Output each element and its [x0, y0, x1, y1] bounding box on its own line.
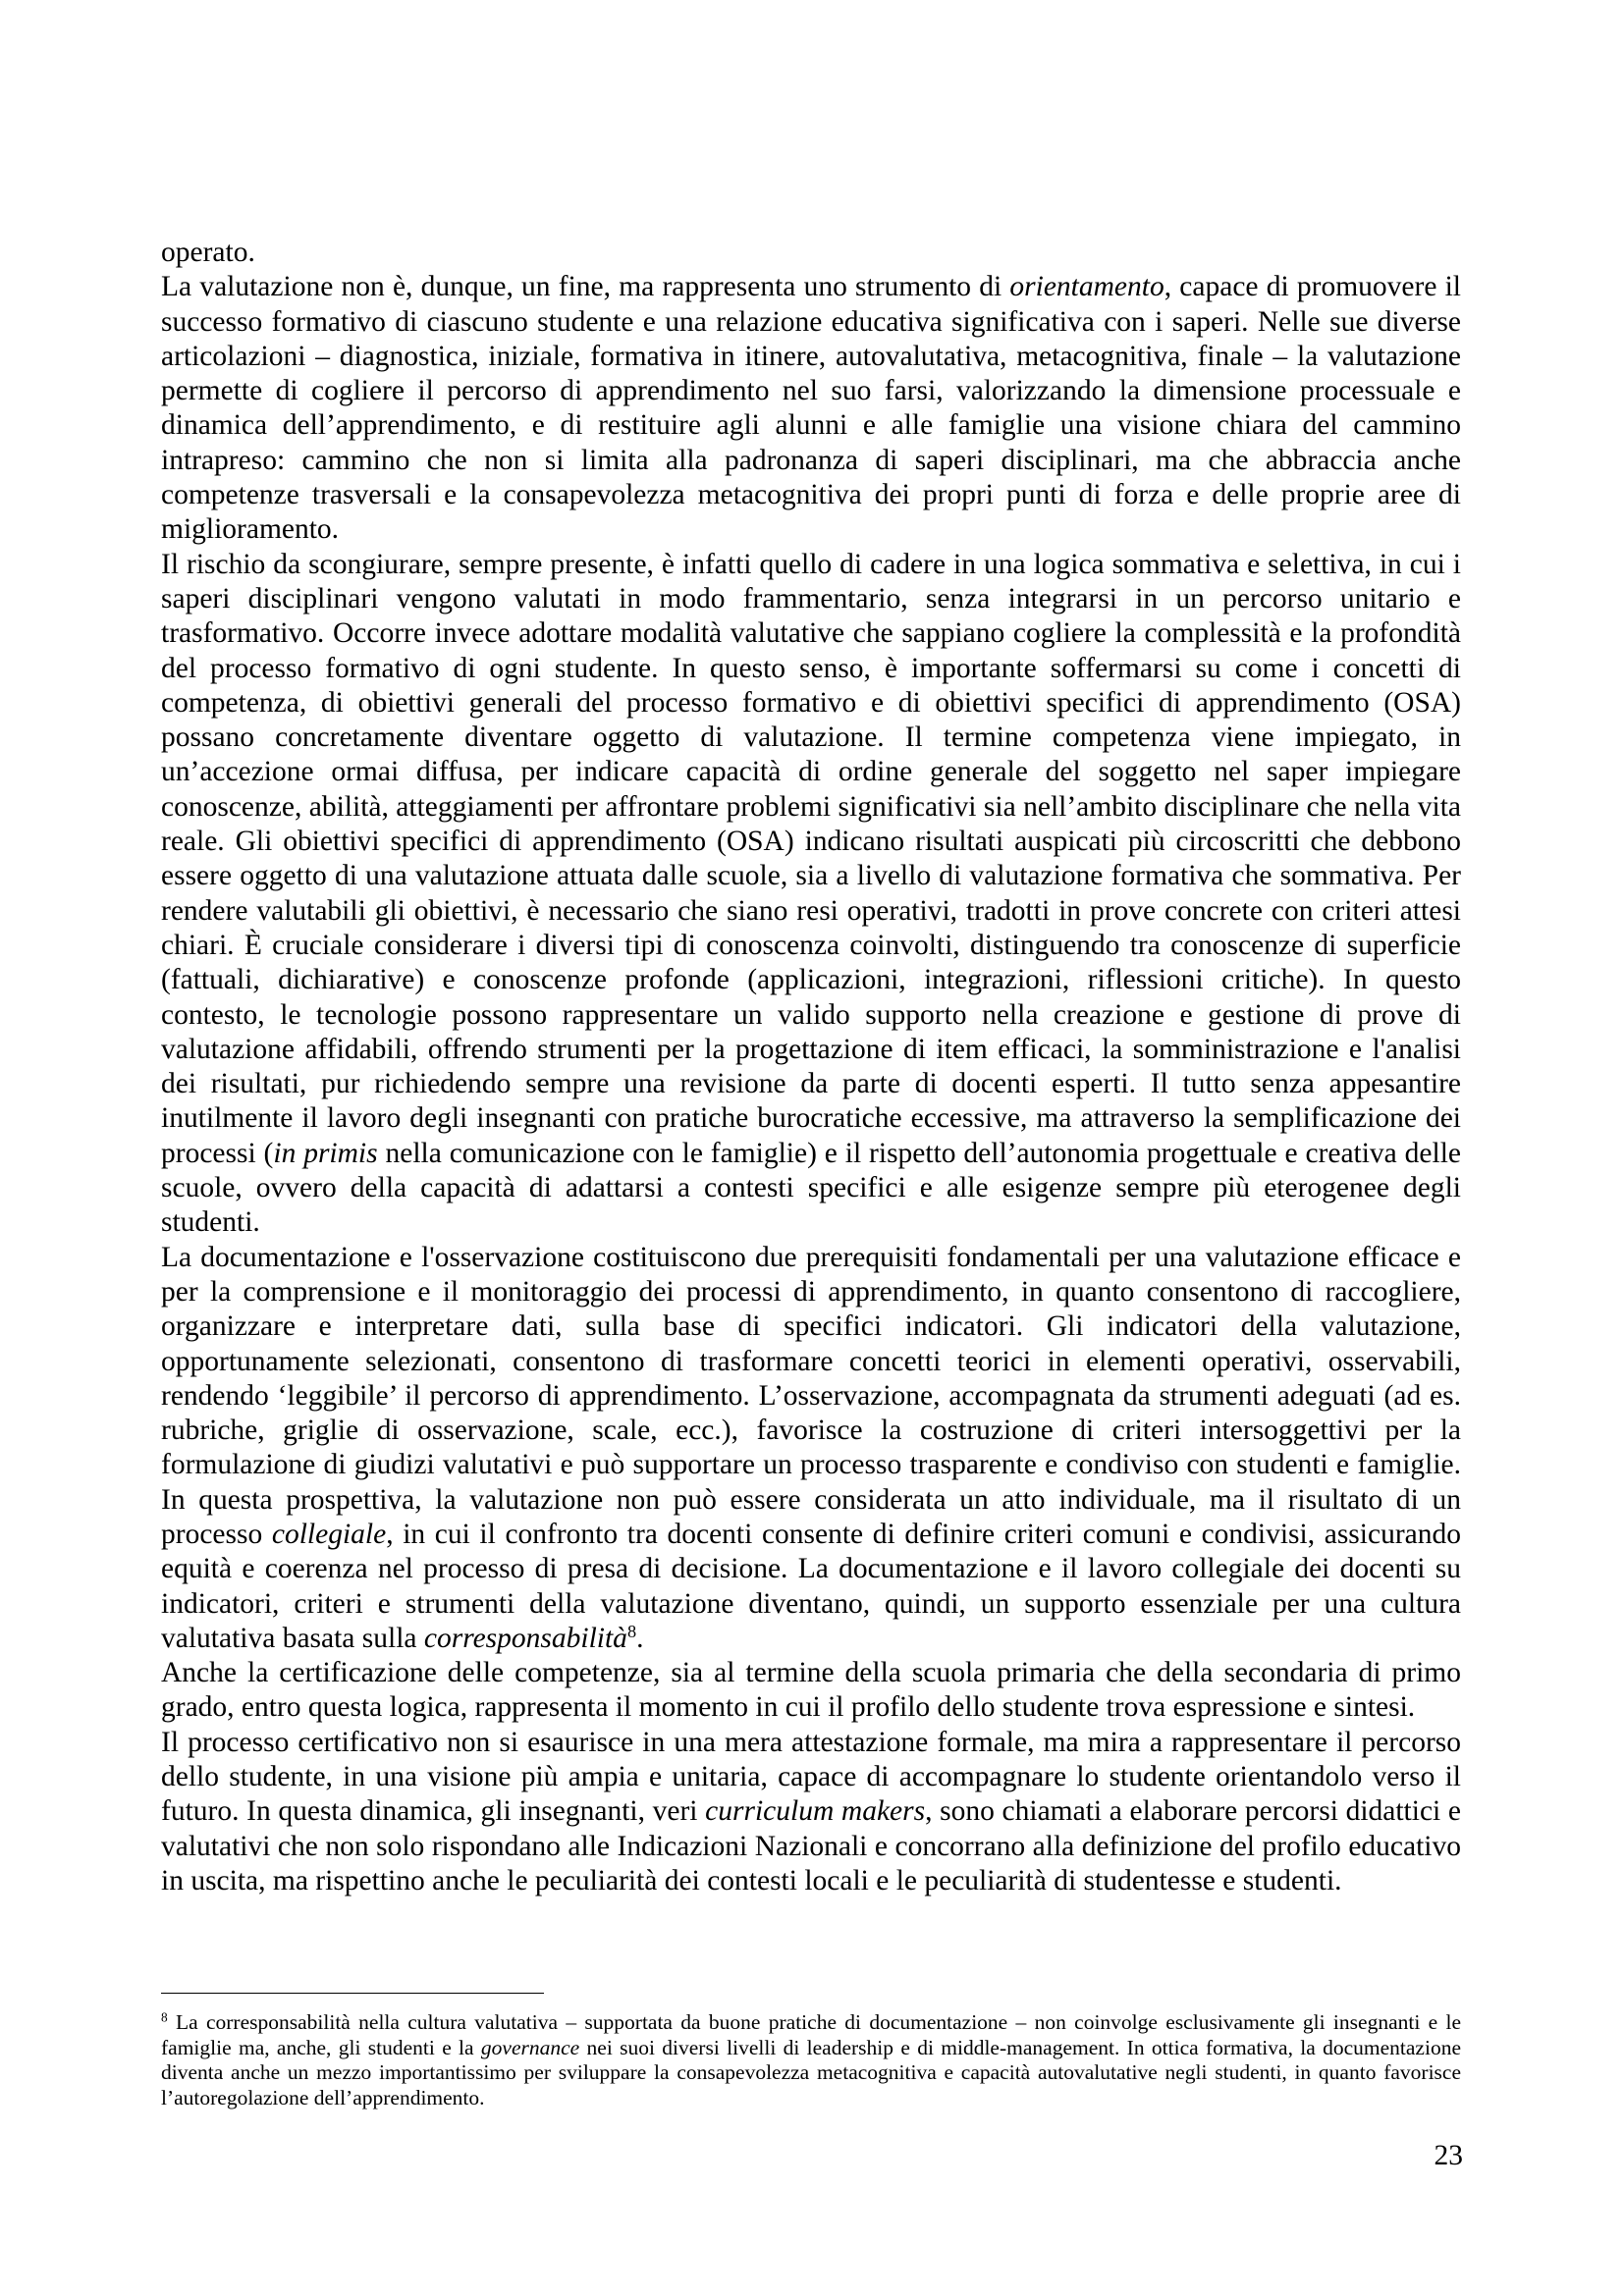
paragraph — [161, 1726, 1461, 1898]
text-run: La documentazione e l'osservazione costituiscono due prerequisiti fondamentali per una valutazione efficace e per la comprensione e il monitoraggio dei processi di apprendimento, in quanto consentono di raccogliere, organizzare e interpretare dati, sulla base di specifici indicatori. Gli indicatori della valutazione, opportunamente selezionati, consentono di trasformare concetti teorici in elementi operativi, osservabili, rendendo ‘leggibile’ il percorso di apprendimento. L’osservazione, accompagnata da strumenti adeguati (ad es. rubriche, griglie di osservazione, scale, ecc.), favorisce la costruzione di criteri intersoggettivi per la formulazione di giudizi valutativi e può supportare un processo trasparente e condiviso con studenti e famiglie. In questa prospettiva, la valutazione non può essere considerata un atto individuale, ma il risultato di un processo — [161, 1241, 1461, 1550]
footnote-paragraph — [161, 2010, 1461, 2110]
paragraph — [161, 1241, 1461, 1657]
text-run: nei suoi diversi livelli di leadership e di middle-management. In ottica formativa, la documentazione diventa anche un mezzo importantissimo per sviluppare la consapevolezza metacognitiva e capacità autovalutative negli studenti, in quanto favorisce l’autoregolazione dell’apprendimento. — [161, 2035, 1461, 2109]
body-text — [161, 236, 1461, 1898]
text-run: , in cui il confronto tra docenti consente di definire criteri comuni e condivisi, assicurando equità e coerenza nel processo di presa di decisione. La documentazione e il lavoro collegiale dei docenti su indicatori, criteri e strumenti della valutazione diventano, quindi, un supporto essenziale per una cultura valutativa basata sulla — [161, 1518, 1461, 1654]
paragraph — [161, 270, 1461, 547]
italic-text: curriculum makers — [705, 1795, 926, 1828]
paragraph — [161, 236, 1461, 270]
text-run: , capace di promuovere il successo formativo di ciascuno studente e una relazione educativa significativa con i saperi. Nelle sue diverse articolazioni – diagnostica, iniziale, formativa in itinere, autovalutativa, metacognitiva, finale – la valutazione permette di cogliere il percorso di apprendimento nel suo farsi, valorizzando la dimensione processuale e dinamica dell’apprendimento, e di restituire agli alunni e alle famiglie una visione chiara del cammino intrapreso: cammino che non si limita alla padronanza di saperi disciplinari, ma che abbraccia anche competenze trasversali e la consapevolezza metacognitiva dei propri punti di forza e delle proprie aree di miglioramento. — [161, 271, 1462, 546]
text-run: Il processo certificativo non si esaurisce in una mera attestazione formale, ma mira a rappresentare il percorso dello studente, in una visione più ampia e unitaria, capace di accompagnare lo studente orientandolo verso il futuro. In questa dinamica, gli insegnanti, veri — [161, 1726, 1461, 1828]
text-run: . — [636, 1622, 644, 1654]
italic-text: collegiale — [271, 1518, 387, 1550]
paragraph — [161, 1656, 1461, 1726]
text-run: nella comunicazione con le famiglie) e il rispetto dell’autonomia progettuale e creativa delle scuole, ovvero della capacità di adattarsi a contesti specifici e alle esigenze sempre più eterogenee degli studenti. — [161, 1137, 1461, 1239]
italic-text: in primis — [273, 1137, 378, 1169]
italic-text: governance — [480, 2035, 580, 2059]
italic-text: orientamento — [1009, 271, 1164, 303]
footnote-reference: 8 — [626, 1621, 637, 1641]
italic-text: corresponsabilità — [423, 1622, 627, 1654]
text-run: La corresponsabilità nella cultura valutativa – supportata da buone pratiche di documentazione – non coinvolge esclusivamente gli insegnanti e le famiglie ma, anche, gli studenti e la — [161, 2010, 1461, 2059]
page-number: 23 — [1434, 2140, 1463, 2171]
paragraph — [161, 548, 1461, 1241]
text-run: , sono chiamati a elaborare percorsi didattici e valutativi che non solo rispondano alle Indicazioni Nazionali e concorrano alla definizione del profilo educativo in uscita, ma rispettino anche le peculiarità dei contesti locali e le peculiarità di studentesse e studenti. — [161, 1795, 1461, 1896]
footnote-separator — [161, 1993, 544, 1994]
footnote — [161, 2010, 1461, 2110]
footnote-reference: 8 — [161, 2009, 168, 2025]
text-run: Il rischio da scongiurare, sempre presente, è infatti quello di cadere in una logica sommativa e selettiva, in cui i saperi disciplinari vengono valutati in modo frammentario, senza integrarsi in un percorso unitario e trasformativo. Occorre invece adottare modalità valutative che sappiano cogliere la complessità e la profondità del processo formativo di ogni studente. In questo senso, è importante soffermarsi su come i concetti di competenza, di obiettivi generali del processo formativo e di obiettivi specifici di apprendimento (OSA) possano concretamente diventare oggetto di valutazione. Il termine competenza viene impiegato, in un’accezione ormai diffusa, per indicare capacità di ordine generale del soggetto nel saper impiegare conoscenze, abilità, atteggiamenti per affrontare problemi significativi sia nell’ambito disciplinare che nella vita reale. Gli obiettivi specifici di apprendimento (OSA) indicano risultati auspicati più circoscritti che debbono essere oggetto di una valutazione attuata dalle scuole, sia a livello di valutazione formativa che sommativa. Per rendere valutabili gli obiettivi, è necessario che siano resi operativi, tradotti in prove concrete con criteri attesi chiari. È cruciale considerare i diversi tipi di conoscenza coinvolti, distinguendo tra conoscenze di superficie (fattuali, dichiarative) e conoscenze profonde (applicazioni, integrazioni, riflessioni critiche). In questo contesto, le tecnologie possono rappresentare un valido supporto nella creazione e gestione di prove di valutazione affidabili, offrendo strumenti per la progettazione di item efficaci, la somministrazione e l'analisi dei risultati, pur richiedendo sempre una revisione da parte di docenti esperti. Il tutto senza appesantire inutilmente il lavoro degli insegnanti con pratiche burocratiche eccessive, ma attraverso la semplificazione dei processi ( — [161, 548, 1461, 1169]
text-run: La valutazione non è, dunque, un fine, ma rappresenta uno strumento di — [161, 271, 1010, 303]
text-run: Anche la certificazione delle competenze, sia al termine della scuola primaria che della secondaria di primo grado, entro questa logica, rappresenta il momento in cui il profilo dello studente trova espressione e sintesi. — [161, 1657, 1461, 1724]
text-run: operato. — [161, 237, 255, 268]
